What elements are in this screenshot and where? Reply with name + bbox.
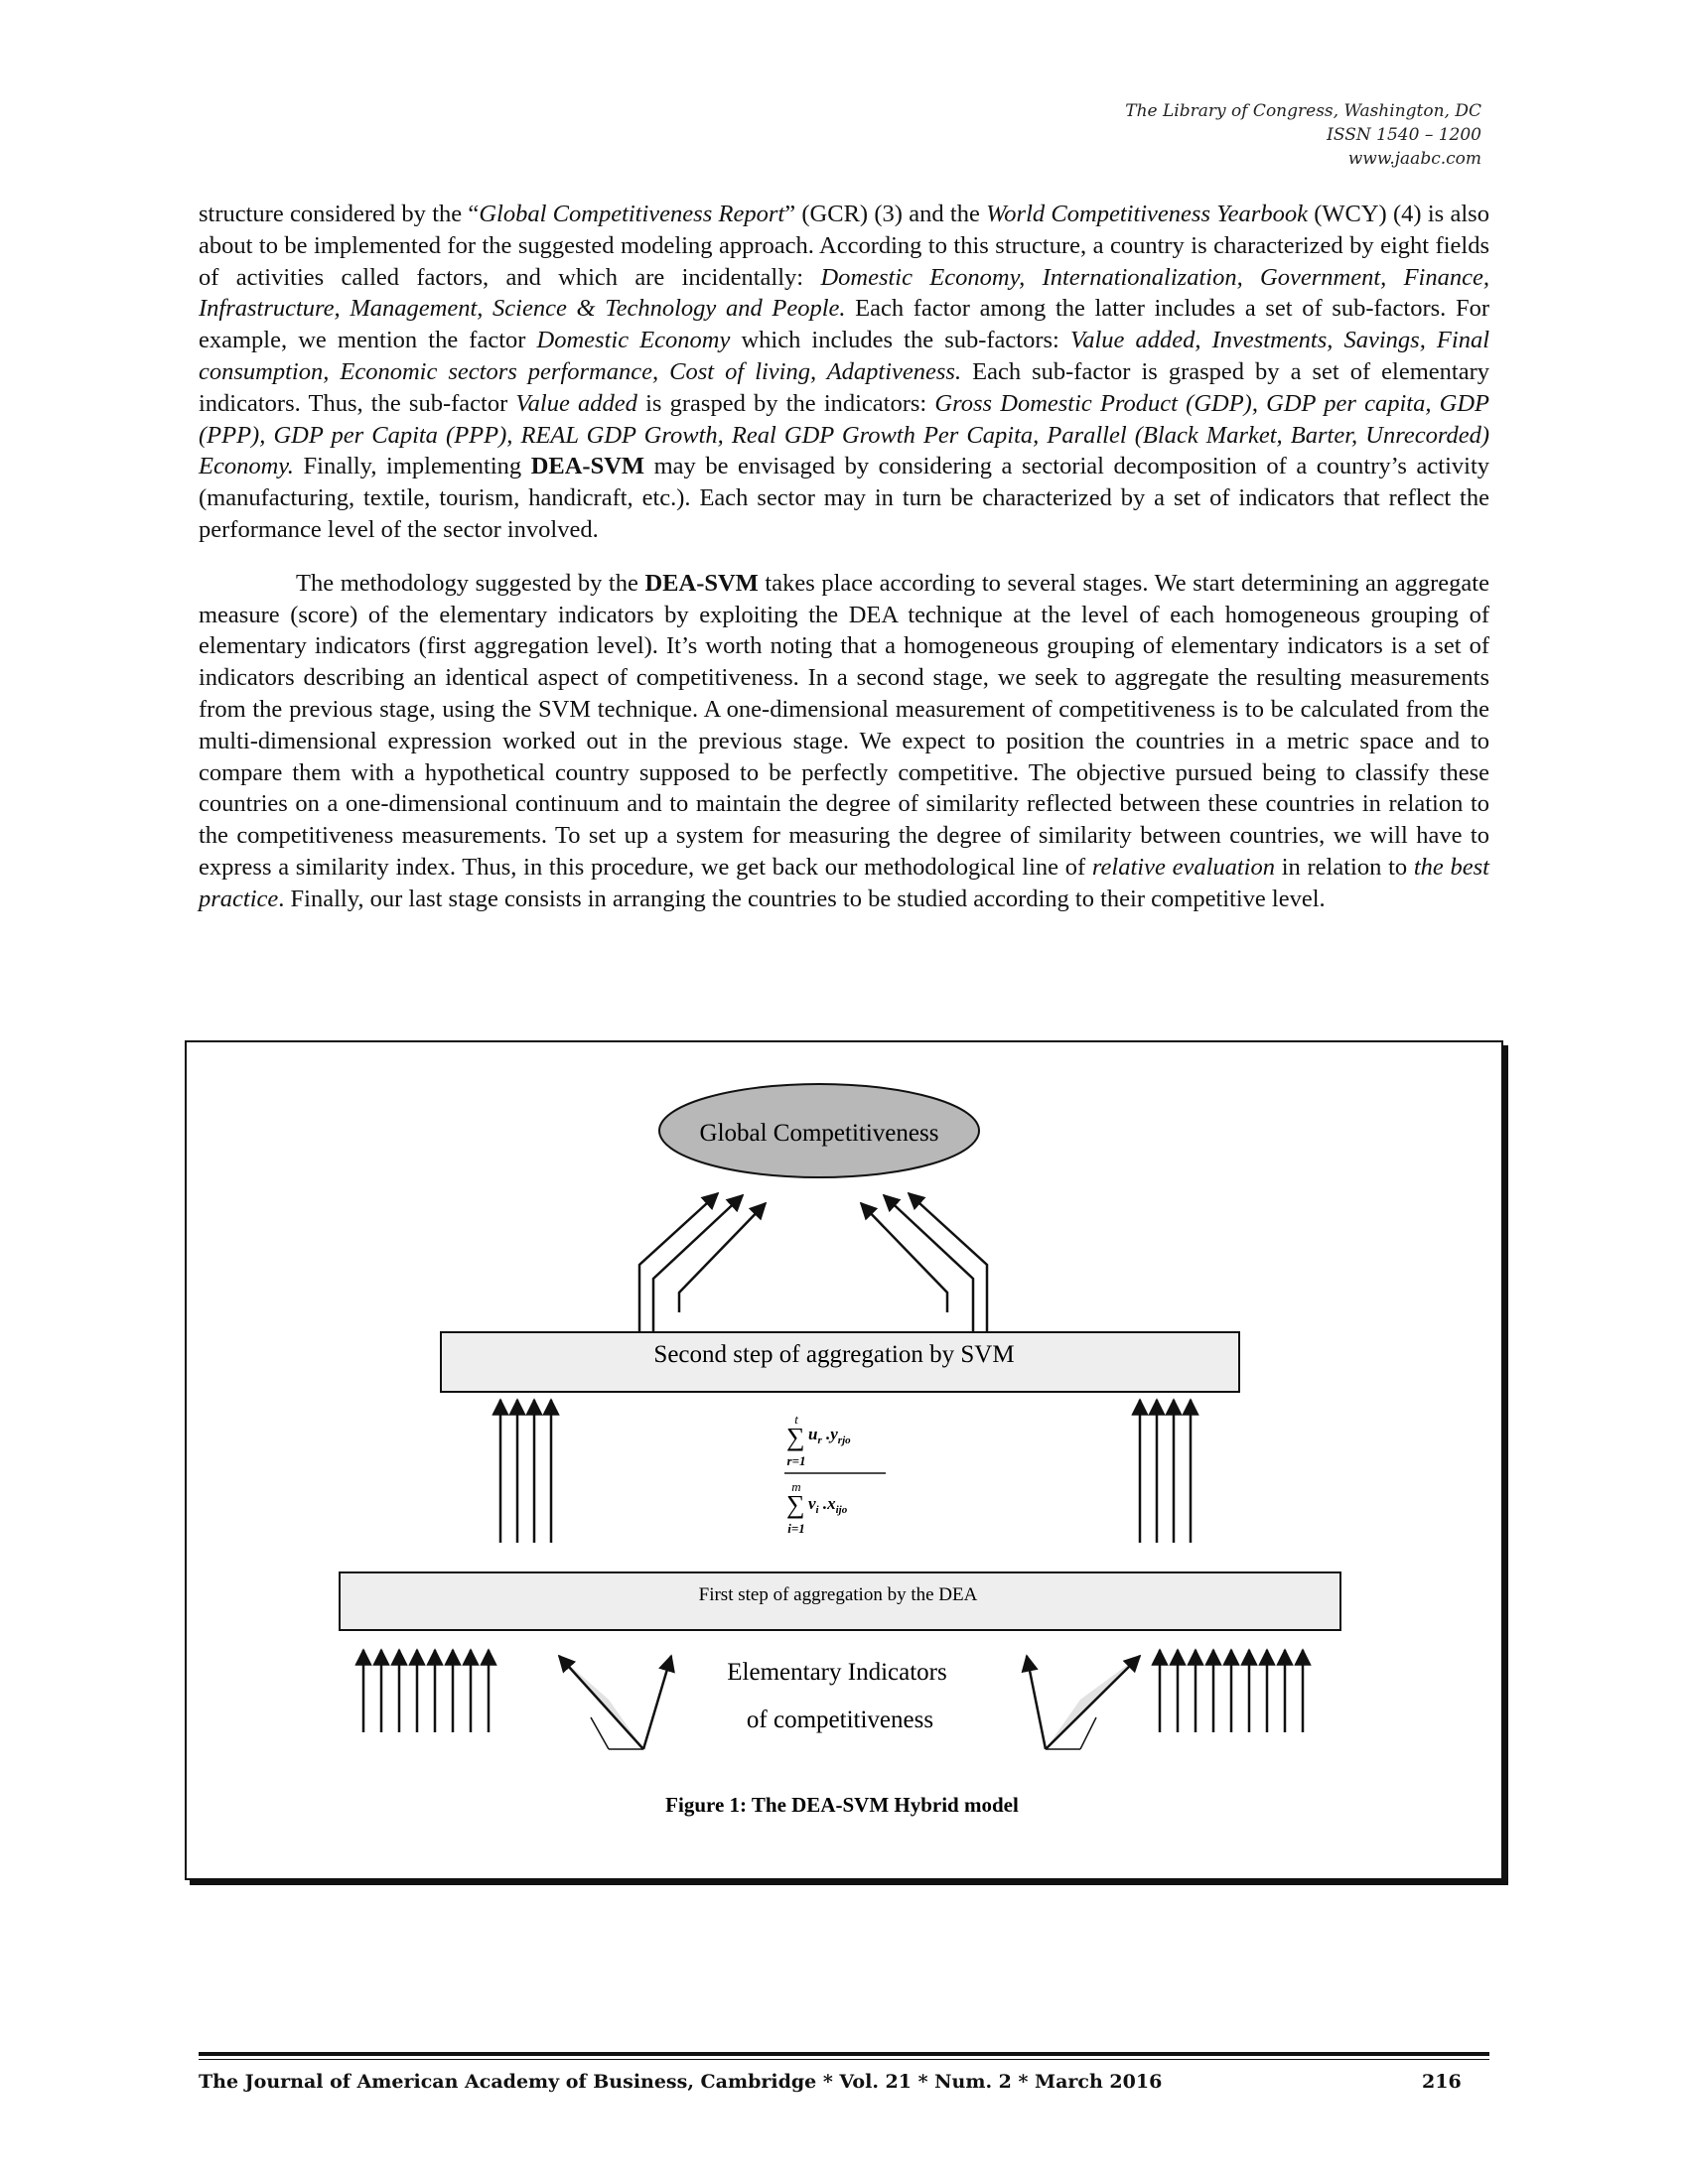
footer-journal-citation: The Journal of American Academy of Business, Cambridge * Vol. 21 * Num. 2 * March 2016 [199,2071,1163,2093]
text-span-italic: Value added, Investments, Savings, Final consumption, Economic sectors performance, Cost of living, Adaptiveness. [199,327,1490,385]
formula-num-lower: r=1 [786,1453,806,1468]
text-span-italic: Value added [515,389,637,417]
indicator-triangle-left [559,1656,671,1749]
indicator-arrows-left [363,1650,489,1732]
formula-y-sub: rjo [837,1434,851,1446]
footer-rule-thick [199,2052,1489,2056]
header-publisher: The Library of Congress, Washington, DC [1125,101,1481,121]
formula-v: v [808,1494,816,1513]
text-span-italic: Gross Domestic Product (GDP), GDP per capita, GDP (PPP), GDP per Capita (PPP), REAL GDP Growth, Real GDP Growth Per Capita, Parallel (Black Market, Barter, Unrecorded) Economy. [199,389,1489,480]
text-span: Each factor among the latter includes a set of sub-factors. For example, we mention the factor [199,295,1489,354]
formula-v-sub: i [815,1504,819,1516]
dea-to-svm-arrows-right [1140,1400,1191,1543]
text-span: Each sub-factor is grasped by a set of elementary indicators. Thus, the sub-factor [199,357,1489,417]
svm-output-arrows-right [861,1193,987,1350]
svm-output-arrows-left [639,1193,766,1350]
text-span-italic: World Competitiveness Yearbook [986,201,1308,227]
formula-y: .y [821,1425,838,1443]
formula-num-sum: ∑ [786,1423,805,1451]
header-website: www.jaabc.com [1347,149,1481,169]
competitiveness-label: of competitiveness [746,1706,934,1733]
text-span: in relation to [1275,853,1414,881]
figure-dea-svm [185,1040,1503,1880]
formula-x-sub: ijo [835,1504,848,1516]
formula-den-lower: i=1 [787,1521,805,1536]
figure-diagram [187,1042,1501,1878]
dea-efficiency-formula [784,1412,886,1536]
indicator-triangle-right [1027,1656,1140,1749]
formula-num-upper: t [794,1412,798,1427]
article-body [199,199,1489,915]
text-span: . Finally, our last stage consists in arranging the countries to be studied according to their competitive level. [278,885,1326,912]
text-span-italic: Domestic Economy [536,327,731,354]
text-span-italic: relative evaluation [1091,853,1275,881]
text-span: takes place according to several stages. We start determining an aggregate measure (score) of the elementary indicators by exploiting the DEA technique at the level of each homogeneous grouping of elementary indicators (first aggregation level). It’s worth noting that a homogeneous grouping of elementary indicators is a set of indicators describing an identical aspect of competitiveness. In a second stage, we seek to aggregate the resulting measurements from the previous stage, using the SVM technique. A one-dimensional measurement of competitiveness is to be calculated from the multi-dimensional expression worked out in the previous stage. We expect to position the countries in a metric space and to compare them with a hypothetical country supposed to be perfectly competitive. The objective pursued being to classify these countries on a one-dimensional continuum and to maintain the degree of similarity reflected between these countries in relation to the competitiveness measurements. To set up a system for measuring the degree of similarity between countries, we will have to express a similarity index. Thus, in this procedure, we get back our methodological line of [199,569,1489,881]
formula-u: u [808,1425,818,1443]
formula-u-sub: r [817,1434,822,1446]
text-span: (WCY) (4) is also about to be implemented for the suggested modeling approach. According to this structure, a country is characterized by eight fields of activities called factors, and which are incidentally: [199,201,1489,291]
dea-to-svm-arrows-left [500,1400,551,1543]
text-span-italic: Global Competitiveness Report [479,201,785,227]
elementary-indicators-label: Elementary Indicators [727,1659,947,1686]
running-header [1125,99,1481,171]
indicator-arrows-right [1160,1650,1303,1732]
formula-denominator [808,1494,848,1516]
text-span: ” (GCR) (3) and the [784,201,987,227]
formula-numerator [808,1425,851,1446]
paragraph-methodology [199,568,1489,915]
dea-aggregation-label: First step of aggregation by the DEA [698,1584,978,1605]
text-span-italic: Domestic Economy, Internationalization, Government, Finance, Infrastructure, Management, Science & Technology and People. [199,263,1489,323]
text-span: is grasped by the indicators: [636,389,935,417]
text-span: may be envisaged by considering a sectorial decomposition of a country’s activity (manufacturing, textile, tourism, handicraft, etc.). Each sector may in turn be characterized by a set of indicators that reflect the performance level of the sector involved. [199,453,1490,543]
formula-x: .x [818,1494,836,1513]
text-span-bold: DEA-SVM [530,453,645,480]
page-number: 216 [1422,2071,1462,2093]
text-span: The methodology suggested by the [296,569,645,597]
footer-rule-thin [199,2059,1489,2060]
text-span: which includes the sub-factors: [730,327,1070,354]
svm-aggregation-label: Second step of aggregation by SVM [653,1341,1015,1368]
figure-caption: Figure 1: The DEA-SVM Hybrid model [665,1793,1019,1817]
formula-den-upper: m [791,1479,801,1494]
formula-den-sum: ∑ [786,1490,805,1519]
text-span-bold: DEA-SVM [644,569,759,597]
paragraph-factors [199,199,1489,546]
header-issn: ISSN 1540 – 1200 [1327,125,1481,145]
text-span: Finally, implementing [293,453,531,480]
text-span-italic: the best practice [199,853,1489,912]
text-span: structure considered by the “ [199,201,480,227]
global-competitiveness-label: Global Competitiveness [699,1120,939,1147]
